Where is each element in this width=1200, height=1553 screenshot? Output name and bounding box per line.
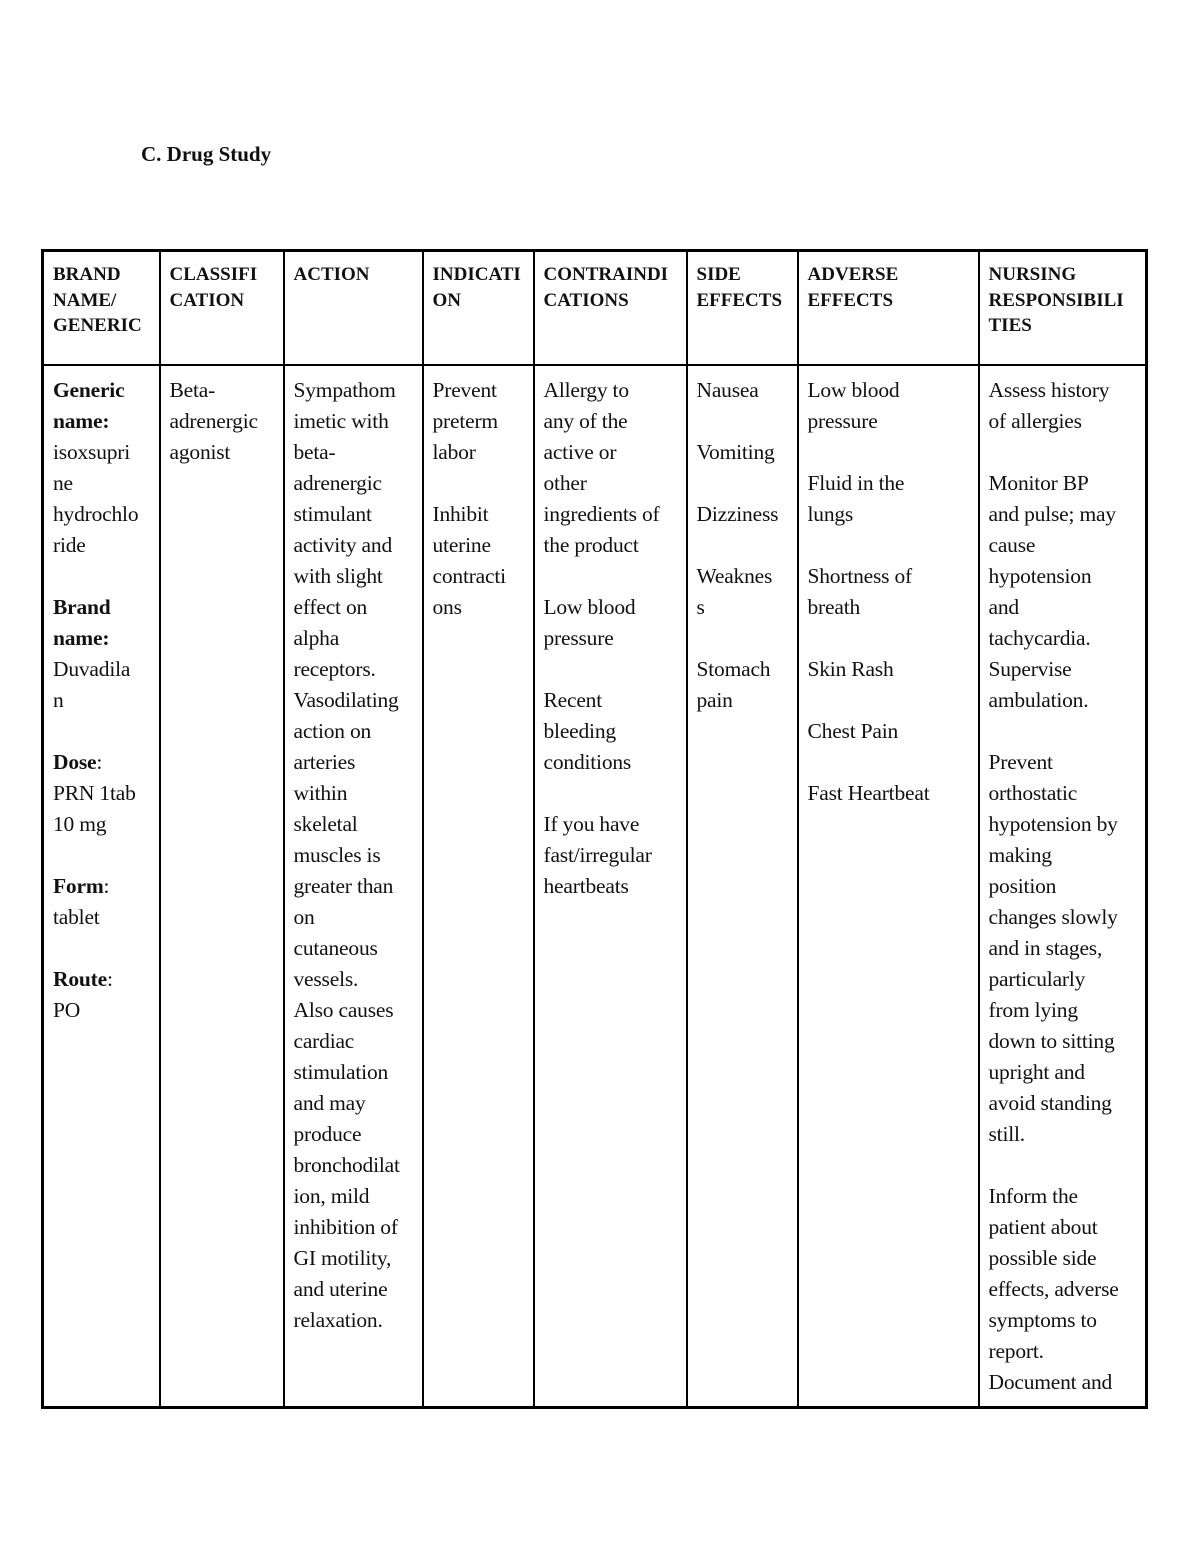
drug-row [43,365,1147,1408]
list-item-line: Chest Pain [807,718,899,743]
header-adverse-effects [798,251,979,365]
list-item-line: Recent [543,687,602,712]
form-label-line [53,871,155,902]
cell-text-line: alpha [293,625,340,650]
header-line: ACTION [293,264,370,285]
list-item-line: tachycardia. [988,625,1091,650]
list-item-line: and [988,594,1019,619]
cell-text-line: beta- [293,439,336,464]
list-item-line: patient about [988,1214,1098,1239]
cell-text-line: greater than [293,873,394,898]
cell-nursing-responsibilities [979,365,1147,1408]
list-item-line: ingredients of [543,501,660,526]
cell-text-line: Sympathom [293,377,396,402]
dose-label-line [53,747,155,778]
cell-text-line: GI motility, [293,1245,392,1270]
list-item-line: Dizziness [696,501,779,526]
list-item-line: effects, adverse [988,1276,1119,1301]
list-item-line: making [988,842,1052,867]
list-item-line: possible side [988,1245,1097,1270]
cell-text-line: receptors. [293,656,376,681]
header-nursing-responsibilities [979,251,1147,365]
list-item-line: Skin Rash [807,656,894,681]
list-item-line: pain [696,687,733,712]
list-item-line: Assess history [988,377,1110,402]
cell-action [284,365,423,1408]
cell-text-line: muscles is [293,842,381,867]
cell-text-line: relaxation. [293,1307,383,1332]
cell-text-line: within [293,780,348,805]
list-item-line: other [543,470,587,495]
header-line: TIES [988,315,1032,336]
list-item-line: contracti [432,563,506,588]
cell-classification [160,365,284,1408]
brand-value-line: n [53,687,64,712]
route-colon: : [106,966,113,991]
list-item-line: Supervise [988,656,1072,681]
list-item-line: from lying [988,997,1078,1022]
list-item-line: of allergies [988,408,1082,433]
header-brand-name [43,251,160,365]
list-item-line: Fluid in the [807,470,905,495]
cell-text-line: with slight [293,563,383,588]
header-line: CATION [169,289,245,311]
cell-text-line: activity and [293,532,392,557]
generic-value-line: isoxsupri [53,439,131,464]
list-item-line: Shortness of [807,563,913,588]
header-line: ADVERSE [807,264,899,285]
cell-text-line: and may [293,1090,366,1115]
cell-text-line: adrenergic [169,408,258,433]
form-label: Form [53,873,104,898]
list-item-line: fast/irregular [543,842,652,867]
list-item-line: Weaknes [696,563,773,588]
list-item-line: report. [988,1338,1044,1363]
list-item-line: Prevent [432,377,497,402]
header-line: GENERIC [53,315,142,336]
list-item-line: Prevent [988,749,1053,774]
list-item-line: Fast Heartbeat [807,780,930,805]
list-item-line: conditions [543,749,632,774]
generic-value-line: ride [53,532,86,557]
list-item-line: symptoms to [988,1307,1097,1332]
list-item-line: uterine [432,532,491,557]
cell-text-line: vessels. [293,966,359,991]
cell-text-line: and uterine [293,1276,388,1301]
header-line: EFFECTS [696,289,783,311]
route-label-line [53,964,155,995]
cell-text-line: produce [293,1121,362,1146]
dose-value-line: 10 mg [53,811,107,836]
generic-label-cont: name: [53,408,110,433]
header-line: CLASSIFI [169,264,258,285]
list-item-line: bleeding [543,718,616,743]
list-item-line: hypotension [988,563,1092,588]
cell-text-line: ion, mild [293,1183,370,1208]
list-item-line: heartbeats [543,873,629,898]
header-contraindications [534,251,687,365]
cell-text-line: agonist [169,439,231,464]
list-item-line: avoid standing [988,1090,1112,1115]
generic-value-line: hydrochlo [53,501,139,526]
header-line: EFFECTS [807,289,894,311]
list-item-line: pressure [807,408,878,433]
header-line: BRAND [53,264,121,285]
cell-text-line: inhibition of [293,1214,398,1239]
list-item-line: pressure [543,625,614,650]
cell-brand-generic [43,365,160,1408]
list-item-line: still. [988,1121,1025,1146]
route-label: Route [53,966,107,991]
brand-label-cont: name: [53,625,110,650]
drug-study-table [41,249,1148,1409]
section-title: C. Drug Study [141,142,272,166]
list-item-line: Monitor BP [988,470,1089,495]
header-classification [160,251,284,365]
dose-colon: : [96,749,103,774]
list-item-line: and pulse; may [988,501,1116,526]
list-item-line: any of the [543,408,628,433]
cell-adverse-effects [798,365,979,1408]
cell-text-line: on [293,904,315,929]
cell-indication [423,365,534,1408]
cell-text-line: stimulant [293,501,372,526]
list-item-line: Inform the [988,1183,1078,1208]
list-item-line: Inhibit [432,501,489,526]
header-line: SIDE [696,264,741,285]
list-item-line: active or [543,439,617,464]
list-item-line: orthostatic [988,780,1078,805]
cell-text-line: cardiac [293,1028,355,1053]
cell-text-line: stimulation [293,1059,389,1084]
list-item-line: changes slowly [988,904,1118,929]
cell-text-line: adrenergic [293,470,382,495]
list-item-line: the product [543,532,639,557]
header-indication [423,251,534,365]
cell-text-line: arteries [293,749,356,774]
cell-text-line: cutaneous [293,935,378,960]
dose-label: Dose [53,749,97,774]
cell-text-line: Vasodilating [293,687,399,712]
form-value: tablet [53,904,100,929]
list-item-line: preterm [432,408,498,433]
list-item-line: lungs [807,501,854,526]
header-line: NURSING [988,264,1077,285]
list-item-line: position [988,873,1057,898]
header-line: NAME/ [53,289,117,311]
list-item-line: Low blood [543,594,636,619]
list-item-line: cause [988,532,1036,557]
brand-value-line: Duvadila [53,656,131,681]
header-line: ON [432,289,461,311]
cell-text-line: action on [293,718,372,743]
list-item-line: If you have [543,811,640,836]
brand-label: Brand [53,594,111,619]
cell-side-effects [687,365,798,1408]
header-line: INDICATI [432,264,521,285]
list-item-line: ons [432,594,462,619]
cell-text-line: skeletal [293,811,358,836]
header-side-effects [687,251,798,365]
header-line: RESPONSIBILI [988,289,1124,311]
list-item-line: Stomach [696,656,771,681]
list-item-line: upright and [988,1059,1085,1084]
list-item-line: breath [807,594,861,619]
list-item-line: Document and [988,1369,1113,1394]
form-colon: : [103,873,110,898]
list-item-line: Nausea [696,377,759,402]
header-line: CATIONS [543,289,629,311]
generic-value-line: ne [53,470,73,495]
header-line: CONTRAINDI [543,264,669,285]
list-item-line: ambulation. [988,687,1089,712]
dose-value-line: PRN 1tab [53,780,136,805]
list-item-line: and in stages, [988,935,1103,960]
cell-text-line: imetic with [293,408,389,433]
cell-text-line: Also causes [293,997,394,1022]
list-item-line: s [696,594,705,619]
list-item-line: Allergy to [543,377,629,402]
list-item-line: labor [432,439,476,464]
list-item-line: down to sitting [988,1028,1115,1053]
header-action [284,251,423,365]
cell-text-line: effect on [293,594,368,619]
header-row [43,251,1147,365]
cell-text-line: Beta- [169,377,216,402]
cell-contraindications [534,365,687,1408]
list-item-line: Vomiting [696,439,775,464]
list-item-line: Low blood [807,377,900,402]
list-item-line: hypotension by [988,811,1118,836]
generic-label: Generic [53,377,125,402]
list-item-line: particularly [988,966,1086,991]
cell-text-line: bronchodilat [293,1152,400,1177]
route-value: PO [53,997,81,1022]
